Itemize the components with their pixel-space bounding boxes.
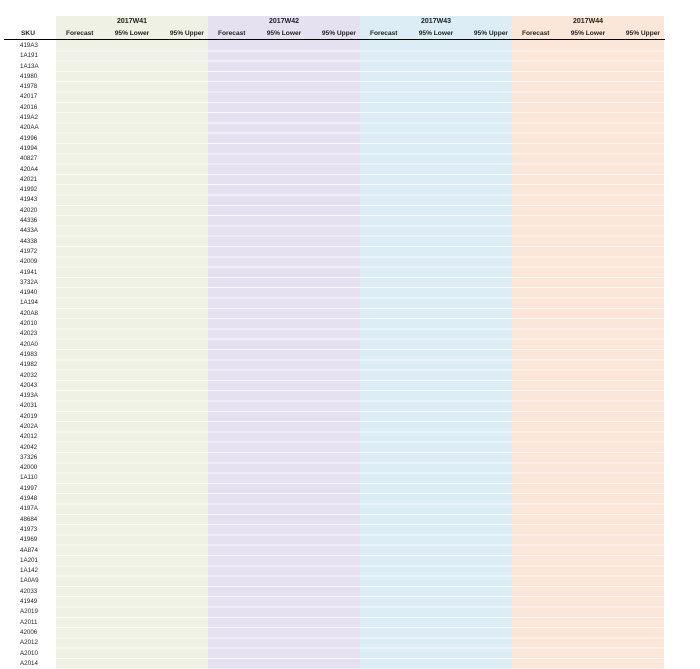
sku-cell: 1A201 xyxy=(20,556,38,564)
sku-cell: 41994 xyxy=(20,144,38,152)
column-header: Forecast xyxy=(66,30,94,37)
sku-cell: 1A13A xyxy=(20,62,39,70)
sku-cell: 42010 xyxy=(20,320,38,328)
sku-cell: 420A0 xyxy=(20,340,38,348)
header-rule xyxy=(4,39,665,41)
sku-cell: 42033 xyxy=(20,587,38,595)
sku-cell: 42016 xyxy=(20,103,38,111)
column-header: Forecast xyxy=(370,30,398,37)
sku-cell: 1A191 xyxy=(20,52,38,60)
sku-cell: 41983 xyxy=(20,350,38,358)
column-header: 95% Lower xyxy=(418,30,454,37)
sku-cell: 42020 xyxy=(20,206,38,214)
sku-cell: A2012 xyxy=(20,639,38,647)
sku-cell: 41973 xyxy=(20,525,38,533)
sku-cell: 42023 xyxy=(20,330,38,338)
column-header: 95% Lower xyxy=(114,30,150,37)
sku-cell: 419A2 xyxy=(20,114,38,122)
sku-cell: 41978 xyxy=(20,83,38,91)
sku-cell: A2019 xyxy=(20,608,38,616)
sku-cell: 41941 xyxy=(20,268,38,276)
column-header: 95% Upper xyxy=(625,30,660,37)
sku-cell: 41969 xyxy=(20,536,38,544)
sku-cell: 42021 xyxy=(20,175,38,183)
sku-cell: 1A142 xyxy=(20,567,38,575)
sku-cell: 420AA xyxy=(20,124,39,132)
sku-cell: 44336 xyxy=(20,217,38,225)
sku-cell: 42009 xyxy=(20,258,38,266)
sku-cell: 420A4 xyxy=(20,165,38,173)
sku-cell: 4A874 xyxy=(20,546,38,554)
sku-cell: 41949 xyxy=(20,598,38,606)
sku-cell: 41943 xyxy=(20,196,38,204)
sku-cell: 42042 xyxy=(20,443,38,451)
sku-list xyxy=(0,41,56,669)
sku-cell: 419A3 xyxy=(20,42,38,49)
column-header: 95% Lower xyxy=(266,30,302,37)
sku-cell: 41948 xyxy=(20,495,38,503)
sku-column-header: SKU xyxy=(21,30,35,37)
week-label: 2017W44 xyxy=(573,18,603,25)
sku-cell: 41940 xyxy=(20,289,38,297)
sku-cell: 3732A xyxy=(20,278,38,286)
column-header: Forecast xyxy=(218,30,246,37)
sku-cell: 41996 xyxy=(20,134,38,142)
sku-cell: 41972 xyxy=(20,247,38,255)
column-header: 95% Upper xyxy=(473,30,508,37)
sku-cell: 42043 xyxy=(20,381,38,389)
column-header: 95% Lower xyxy=(570,30,606,37)
sku-cell: 41992 xyxy=(20,186,38,194)
sku-cell: 42012 xyxy=(20,433,38,441)
sku-cell: 1A194 xyxy=(20,299,38,307)
sku-cell: 420A8 xyxy=(20,309,38,317)
sku-cell: 48684 xyxy=(20,515,38,523)
column-header: 95% Upper xyxy=(321,30,356,37)
sku-cell: 4193A xyxy=(20,392,38,400)
sku-cell: 4197A xyxy=(20,505,38,513)
sku-cell: 1A0A9 xyxy=(20,577,39,585)
sku-cell: 42000 xyxy=(20,464,38,472)
sku-cell: 40827 xyxy=(20,155,38,163)
sku-cell: 42032 xyxy=(20,371,38,379)
row-grid-lines xyxy=(56,41,664,669)
sku-cell: 4202A xyxy=(20,422,38,430)
sku-cell: A2010 xyxy=(20,649,38,657)
week-label: 2017W42 xyxy=(269,18,299,25)
sku-cell: 41980 xyxy=(20,72,38,80)
sku-cell: 4433A xyxy=(20,227,38,235)
column-header: 95% Upper xyxy=(169,30,204,37)
sku-cell: A2011 xyxy=(20,618,38,626)
column-header: Forecast xyxy=(522,30,550,37)
sku-cell: 41997 xyxy=(20,484,38,492)
sku-cell: 44338 xyxy=(20,237,38,245)
sku-cell: A2014 xyxy=(20,659,38,667)
week-label: 2017W41 xyxy=(117,18,147,25)
sku-cell: 41982 xyxy=(20,361,38,369)
sku-cell: 42031 xyxy=(20,402,38,410)
sku-cell: 1A110 xyxy=(20,474,38,482)
sku-cell: 42019 xyxy=(20,412,38,420)
sku-cell: 42017 xyxy=(20,93,38,101)
sku-cell: 37326 xyxy=(20,453,38,461)
week-label: 2017W43 xyxy=(421,18,451,25)
sku-cell: 42006 xyxy=(20,628,38,636)
